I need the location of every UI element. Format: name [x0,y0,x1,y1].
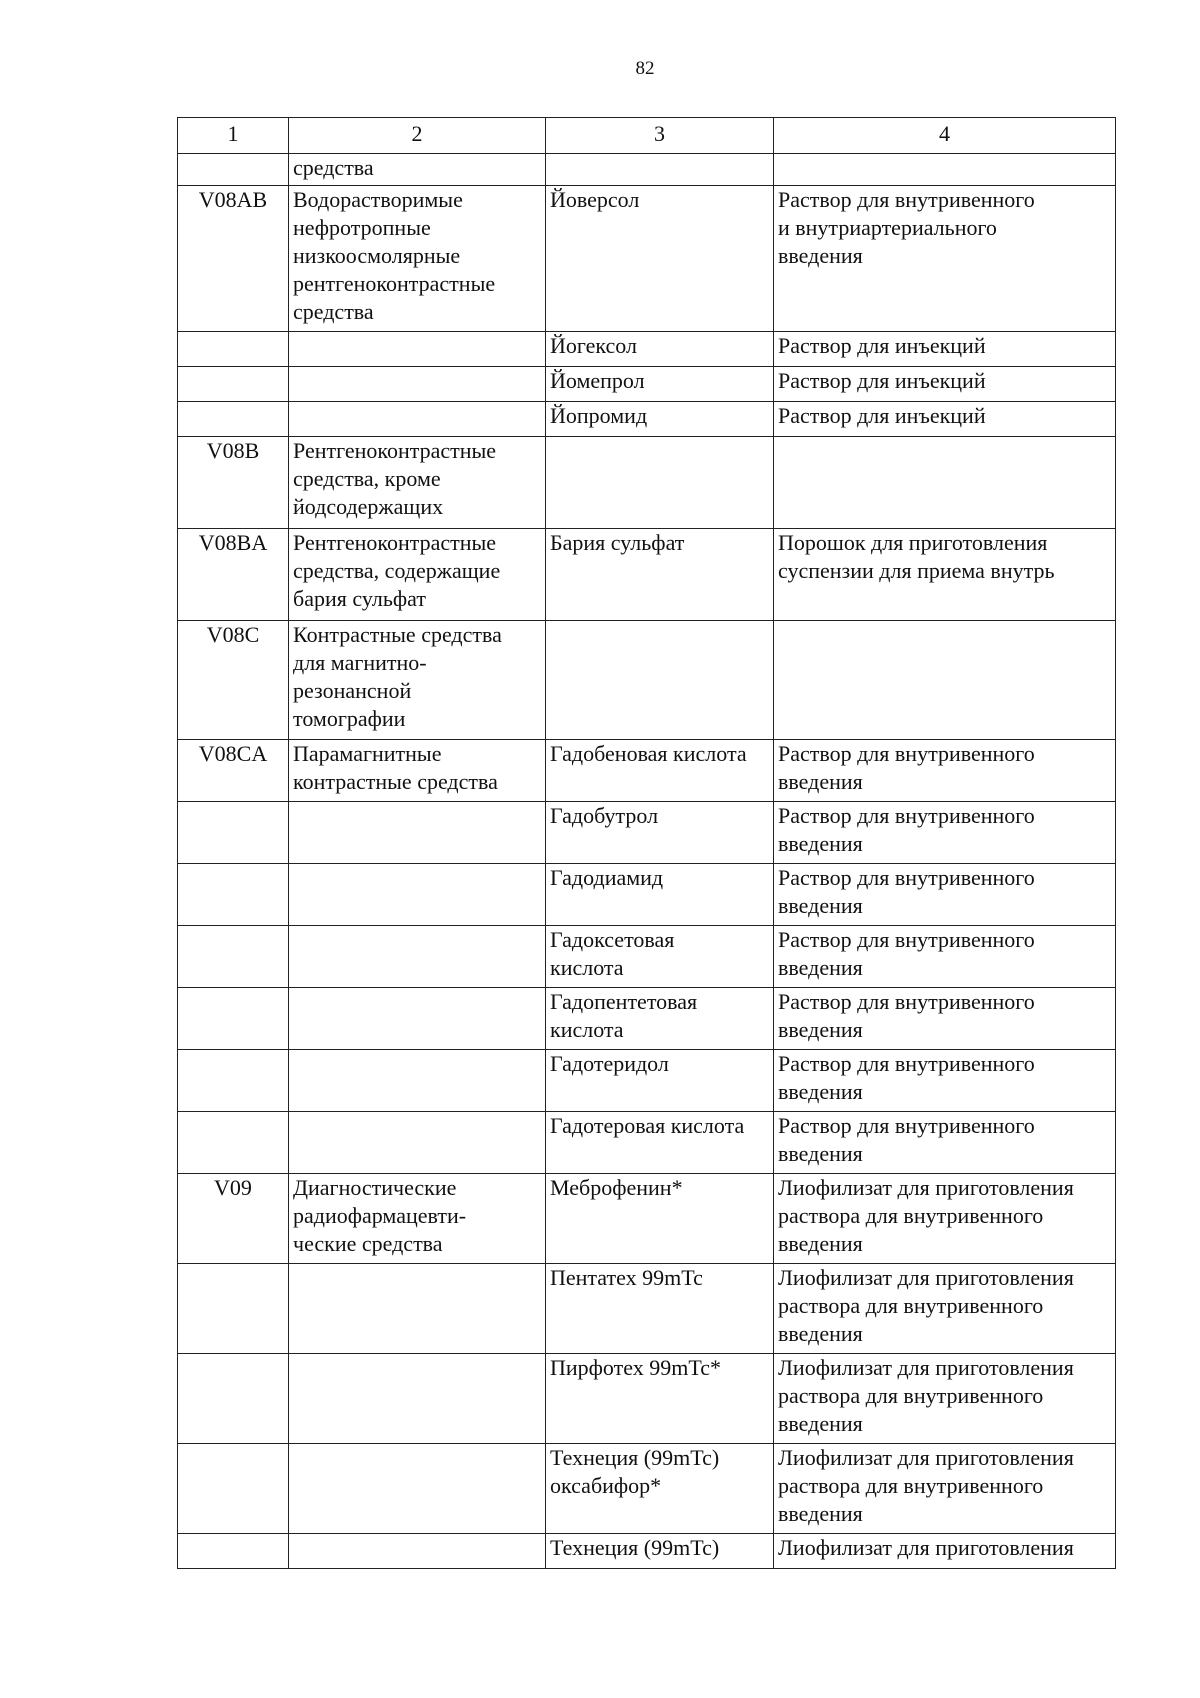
table-row [178,1264,1116,1354]
drug-name-cell: Пирфотех 99mTc* [546,1354,774,1444]
drug-name-cell: Гадотеридол [546,1050,774,1112]
table-row [178,367,1116,402]
header-cell-4: 4 [774,118,1116,154]
atc-code-cell: V09 [178,1174,289,1264]
drug-name-cell: Технеция (99mTc) оксабифор* [546,1444,774,1534]
dosage-form-cell: Раствор для внутривенного введения [774,988,1116,1050]
dosage-form-cell: Раствор для внутривенного введения [774,740,1116,802]
drug-name-cell: Гадопентетовая кислота [546,988,774,1050]
group-name-cell [289,864,546,926]
drug-name-cell: Йопромид [546,402,774,437]
drug-name-cell: Технеция (99mTc) [546,1534,774,1569]
group-name-cell [289,1534,546,1569]
group-name-cell: Диагностические радиофармацевти- ческие средства [289,1174,546,1264]
table-row [178,154,1116,186]
group-name-cell [289,1354,546,1444]
atc-code-cell [178,1354,289,1444]
dosage-form-cell: Лиофилизат для приготовления раствора для внутривенного введения [774,1444,1116,1534]
table-row [178,1174,1116,1264]
drug-name-cell: Йогексол [546,332,774,367]
drug-name-cell: Меброфенин* [546,1174,774,1264]
atc-code-cell: V08CA [178,740,289,802]
header-cell-2: 2 [289,118,546,154]
drug-name-cell: Гадобутрол [546,802,774,864]
atc-code-cell [178,367,289,402]
table-row [178,802,1116,864]
drug-name-cell: Йоверсол [546,186,774,332]
page-number: 82 [635,58,655,79]
group-name-cell [289,988,546,1050]
dosage-form-cell: Раствор для внутривенного введения [774,802,1116,864]
group-name-cell: Рентгеноконтрастные средства, содержащие бария сульфат [289,529,546,621]
dosage-form-cell [774,621,1116,740]
dosage-form-cell [774,437,1116,529]
dosage-form-cell: Раствор для инъекций [774,402,1116,437]
atc-code-cell [178,1050,289,1112]
drug-table [177,117,1116,1569]
atc-code-cell [178,1112,289,1174]
drug-name-cell [546,621,774,740]
group-name-cell [289,1050,546,1112]
dosage-form-cell: Лиофилизат для приготовления [774,1534,1116,1569]
drug-name-cell: Бария сульфат [546,529,774,621]
dosage-form-cell: Раствор для инъекций [774,332,1116,367]
drug-name-cell [546,154,774,186]
atc-code-cell [178,1534,289,1569]
table-row [178,437,1116,529]
dosage-form-cell: Лиофилизат для приготовления раствора для внутривенного введения [774,1174,1116,1264]
header-cell-1: 1 [178,118,289,154]
drug-name-cell: Гадодиамид [546,864,774,926]
table-row [178,621,1116,740]
atc-code-cell [178,1264,289,1354]
group-name-cell [289,367,546,402]
dosage-form-cell: Лиофилизат для приготовления раствора для внутривенного введения [774,1264,1116,1354]
atc-code-cell [178,926,289,988]
group-name-cell [289,1112,546,1174]
group-name-cell [289,1444,546,1534]
table-row [178,1050,1116,1112]
table-row [178,740,1116,802]
table-row [178,864,1116,926]
dosage-form-cell: Лиофилизат для приготовления раствора для внутривенного введения [774,1354,1116,1444]
drug-name-cell: Гадобеновая кислота [546,740,774,802]
dosage-form-cell: Раствор для внутривенного введения [774,1112,1116,1174]
dosage-form-cell: Раствор для внутривенного введения [774,864,1116,926]
atc-code-cell [178,1444,289,1534]
dosage-form-cell: Раствор для внутривенного введения [774,1050,1116,1112]
group-name-cell: Рентгеноконтрастные средства, кроме йодсодержащих [289,437,546,529]
group-name-cell: Водорастворимые нефротропные низкоосмолярные рентгеноконтрастные средства [289,186,546,332]
group-name-cell [289,802,546,864]
atc-code-cell [178,988,289,1050]
atc-code-cell [178,864,289,926]
drug-name-cell: Гадотеровая кислота [546,1112,774,1174]
table-row [178,529,1116,621]
atc-code-cell [178,332,289,367]
table-row [178,402,1116,437]
atc-code-cell: V08C [178,621,289,740]
atc-code-cell [178,154,289,186]
drug-name-cell [546,437,774,529]
table-row [178,1112,1116,1174]
atc-code-cell [178,402,289,437]
atc-code-cell: V08BA [178,529,289,621]
table-row [178,926,1116,988]
dosage-form-cell [774,154,1116,186]
table-row [178,1534,1116,1569]
group-name-cell [289,1264,546,1354]
table-row [178,988,1116,1050]
group-name-cell [289,332,546,367]
group-name-cell: Контрастные средства для магнитно- резонансной томографии [289,621,546,740]
table-header-row [178,118,1116,154]
header-cell-3: 3 [546,118,774,154]
table-row [178,332,1116,367]
table-row [178,1444,1116,1534]
dosage-form-cell: Раствор для внутривенного введения [774,926,1116,988]
table-row [178,186,1116,332]
drug-name-cell: Йомепрол [546,367,774,402]
atc-code-cell: V08AB [178,186,289,332]
group-name-cell: средства [289,154,546,186]
atc-code-cell: V08B [178,437,289,529]
dosage-form-cell: Раствор для инъекций [774,367,1116,402]
table-row [178,1354,1116,1444]
group-name-cell [289,926,546,988]
group-name-cell [289,402,546,437]
dosage-form-cell: Порошок для приготовления суспензии для приема внутрь [774,529,1116,621]
dosage-form-cell: Раствор для внутривенного и внутриартериального введения [774,186,1116,332]
drug-name-cell: Гадоксетовая кислота [546,926,774,988]
drug-name-cell: Пентатех 99mTc [546,1264,774,1354]
group-name-cell: Парамагнитные контрастные средства [289,740,546,802]
atc-code-cell [178,802,289,864]
